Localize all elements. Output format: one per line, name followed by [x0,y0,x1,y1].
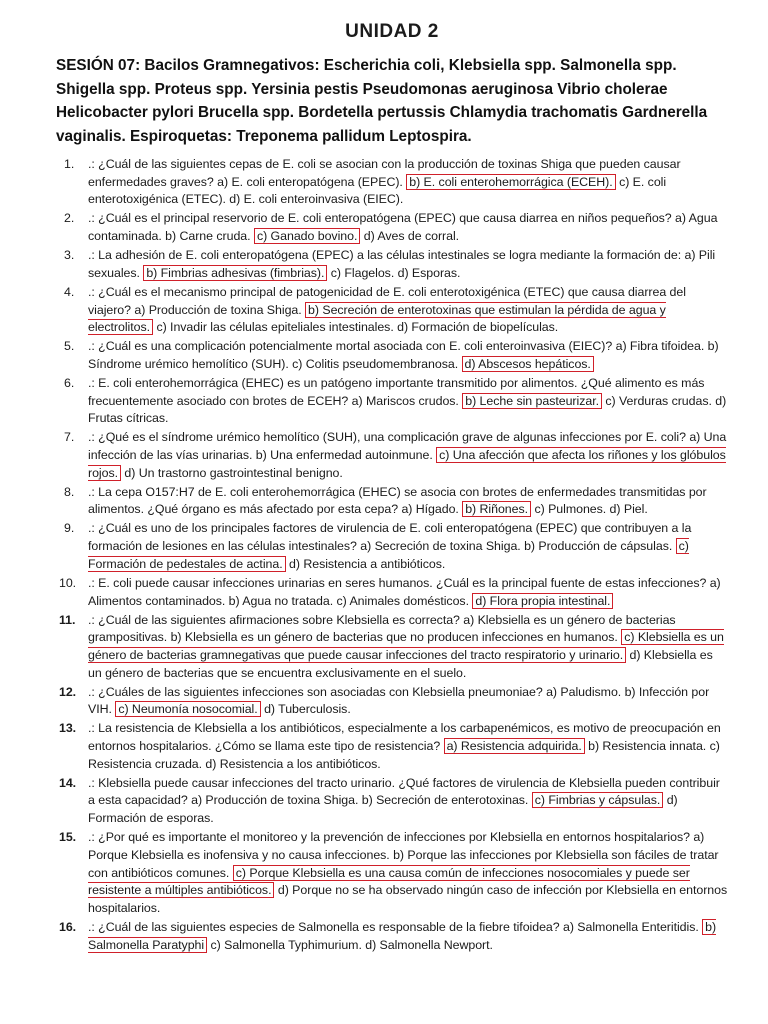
question-number: 11. [59,612,76,627]
remaining-options: d) Porque no se ha observado ningún caso de infección por Klebsiella en entornos hospitalarios. [88,883,728,915]
remaining-options: c) Flagelos. d) Esporas. [330,265,461,280]
remaining-options: d) Aves de corral. [363,229,460,244]
highlighted-answer: d) Abscesos hepáticos. [462,356,594,372]
highlighted-answer: c) Klebsiella es un género de bacterias gramnegativas que puede causar infecciones del tracto respiratorio y urinario. [88,630,724,662]
question-item [56,612,728,683]
question-list [56,156,728,954]
highlighted-answer: c) Una afección que afecta los riñones y los glóbulos rojos. [88,448,726,480]
question-number: 16. [59,919,77,934]
question-text: .: ¿Cuáles de las siguientes infecciones son asociadas con Klebsiella pneumoniae? a) Paludismo. b) Infección por VIH. [88,684,710,717]
question-text: .: ¿Cuál de las siguientes afirmaciones sobre Klebsiella es correcta? a) Klebsiella es un género de bacterias grampositivas. b) Klebsiella es un género de bacterias que no producen infecciones en humanos. [88,612,676,645]
highlighted-answer: b) Fimbrias adhesivas (fimbrias). [143,265,327,281]
question-item [56,375,728,428]
question-item [56,684,728,719]
highlighted-answer: c) Formación de pedestales de actina. [88,539,689,571]
question-item [56,575,728,610]
question-item [56,919,728,954]
remaining-options: d) Un trastorno gastrointestinal benigno. [124,465,343,480]
remaining-options: c) Invadir las células epiteliales intestinales. d) Formación de biopelículas. [156,320,559,335]
question-item [56,429,728,482]
remaining-options: d) Tuberculosis. [264,702,351,717]
question-item [56,520,728,573]
question-item [56,284,728,337]
question-text: .: ¿Cuál es el principal reservorio de E. coli enteropatógena (EPEC) que causa diarrea en niños pequeños? a) Agua contaminada. b) Carne cruda. [88,211,718,244]
question-text: .: E. coli puede causar infecciones urinarias en seres humanos. ¿Cuál es la principal fuente de estas infecciones? a) Alimentos contaminados. b) Agua no tratada. c) Animales domésticos. [88,575,721,608]
question-text: .: E. coli enterohemorrágica (EHEC) es un patógeno importante transmitido por alimentos. ¿Qué alimento es más frecuentemente asociado con brotes de ECEH? a) Mariscos crudos. [88,375,705,408]
question-number: 9. [64,521,75,536]
question-text: .: ¿Por qué es importante el monitoreo y la prevención de infecciones por Klebsiella en entornos hospitalarios? a) Porque Klebsiella es inofensiva y no causa infecciones. b) Porque las infecciones por Klebsiella son fáciles de tratar con antibióticos comunes. [88,830,719,880]
highlighted-answer: d) Flora propia intestinal. [472,593,613,609]
highlighted-answer: c) Fimbrias y cápsulas. [532,792,664,808]
question-number: 14. [59,775,77,790]
session-title: SESIÓN 07: Bacilos Gramnegativos: Escherichia coli, Klebsiella spp. Salmonella spp. Shigella spp. Proteus spp. Yersinia pestis Pseudomonas aeruginosa Vibrio cholerae Helicobacter pylori Brucella spp. Bordetella pertussis Chlamydia trachomatis Gardnerella vaginalis. Espiroquetas: Treponema pallidum Leptospira. [56,57,708,145]
question-item [56,484,728,519]
unit-title: UNIDAD 2 [345,21,439,42]
question-text: .: La adhesión de E. coli enteropatógena (EPEC) a las células intestinales se logra mediante la formación de: a) Pili sexuales. [88,248,716,280]
question-number: 6. [64,375,75,390]
remaining-options: c) Verduras crudas. d) Frutas cítricas. [88,393,727,426]
question-number: 12. [59,684,77,699]
question-text: .: ¿Cuál es una complicación potencialmente mortal asociada con E. coli enteroinvasiva (EIEC)? a) Fibra tifoidea. b) Síndrome urémico hemolítico (SUH). c) Colitis pseudomembranosa. [88,339,719,371]
question-number: 8. [64,484,75,499]
question-text: .: ¿Qué es el síndrome urémico hemolítico (SUH), una complicación grave de algunas infecciones por E. coli? a) Una infección de las vías urinarias. b) Una enfermedad autoinmune. [88,430,727,463]
remaining-options: b) Resistencia innata. c) Resistencia cruzada. d) Resistencia a los antibióticos. [88,739,720,771]
remaining-options: d) Formación de esporas. [88,793,678,826]
remaining-options: d) Resistencia a antibióticos. [289,556,446,571]
question-item [56,247,728,282]
highlighted-answer: b) Riñones. [462,501,531,517]
question-number: 1. [64,157,75,171]
highlighted-answer: b) Secreción de enterotoxinas que estimulan la pérdida de agua y electrolitos. [88,302,666,335]
question-text: .: Klebsiella puede causar infecciones del tracto urinario. ¿Qué factores de virulencia de Klebsiella pueden contribuir a esta capacidad? a) Producción de toxina Shiga. b) Secreción de enterotoxinas. [88,775,720,808]
question-item [56,210,728,245]
remaining-options: d) Klebsiella es un género de bacterias que se encuentra exclusivamente en el suelo. [88,647,713,680]
question-number: 2. [64,211,75,226]
remaining-options: c) Pulmones. d) Piel. [534,502,648,517]
question-text: .: ¿Cuál es uno de los principales factores de virulencia de E. coli enteropatógena (EPEC) que contribuyen a la formación de lesiones en las células intestinales? a) Secreción de toxina Shiga. b) Producción de cápsulas. [88,521,692,554]
highlighted-answer: c) Neumonía nosocomial. [115,701,260,717]
question-number: 5. [64,339,75,354]
question-text: .: ¿Cuál es el mecanismo principal de patogenicidad de E. coli enterotoxigénica (ETEC) que causa diarrea del viajero? a) Producción de toxina Shiga. [88,284,686,317]
highlighted-answer: c) Ganado bovino. [254,228,360,244]
remaining-options: c) Salmonella Typhimurium. d) Salmonella Newport. [210,937,493,952]
highlighted-answer: c) Porque Klebsiella es una causa común de infecciones nosocomiales y puede ser resistente a múltiples antibióticos. [88,865,690,898]
question-item [56,720,728,773]
question-number: 15. [59,830,77,845]
question-item [56,156,728,209]
question-number: 4. [64,284,75,299]
question-text: .: La resistencia de Klebsiella a los antibióticos, especialmente a los carbapenémicos, es motivo de preocupación en entornos hospitalarios. ¿Cómo se llama este tipo de resistencia? [88,721,721,754]
question-number: 10. [59,575,77,590]
question-text: .: ¿Cuál de las siguientes cepas de E. coli se asocian con la producción de toxinas Shiga que pueden causar enfermedades graves? a) E. coli enteropatógena (EPEC). [88,157,681,189]
question-item [56,829,728,918]
highlighted-answer: a) Resistencia adquirida. [444,738,585,754]
highlighted-answer: b) Leche sin pasteurizar. [462,393,602,409]
question-text: .: ¿Cuál de las siguientes especies de Salmonella es responsable de la fiebre tifoidea? a) Salmonella Enteritidis. [88,919,699,934]
question-number: 7. [64,430,75,445]
question-number: 13. [59,721,77,736]
question-item [56,338,728,373]
remaining-options: c) E. coli enterotoxigénica (ETEC). d) E. coli enteroinvasiva (EIEC). [88,174,667,207]
question-text: .: La cepa O157:H7 de E. coli enterohemorrágica (EHEC) se asocia con brotes de enfermedades transmitidas por alimentos. ¿Qué órgano es más afectado por esta cepa? a) Hígado. [88,484,707,517]
question-item [56,775,728,828]
highlighted-answer: b) Salmonella Paratyphi [88,919,717,952]
question-number: 3. [64,248,75,263]
highlighted-answer: b) E. coli enterohemorrágica (ECEH). [406,174,615,190]
